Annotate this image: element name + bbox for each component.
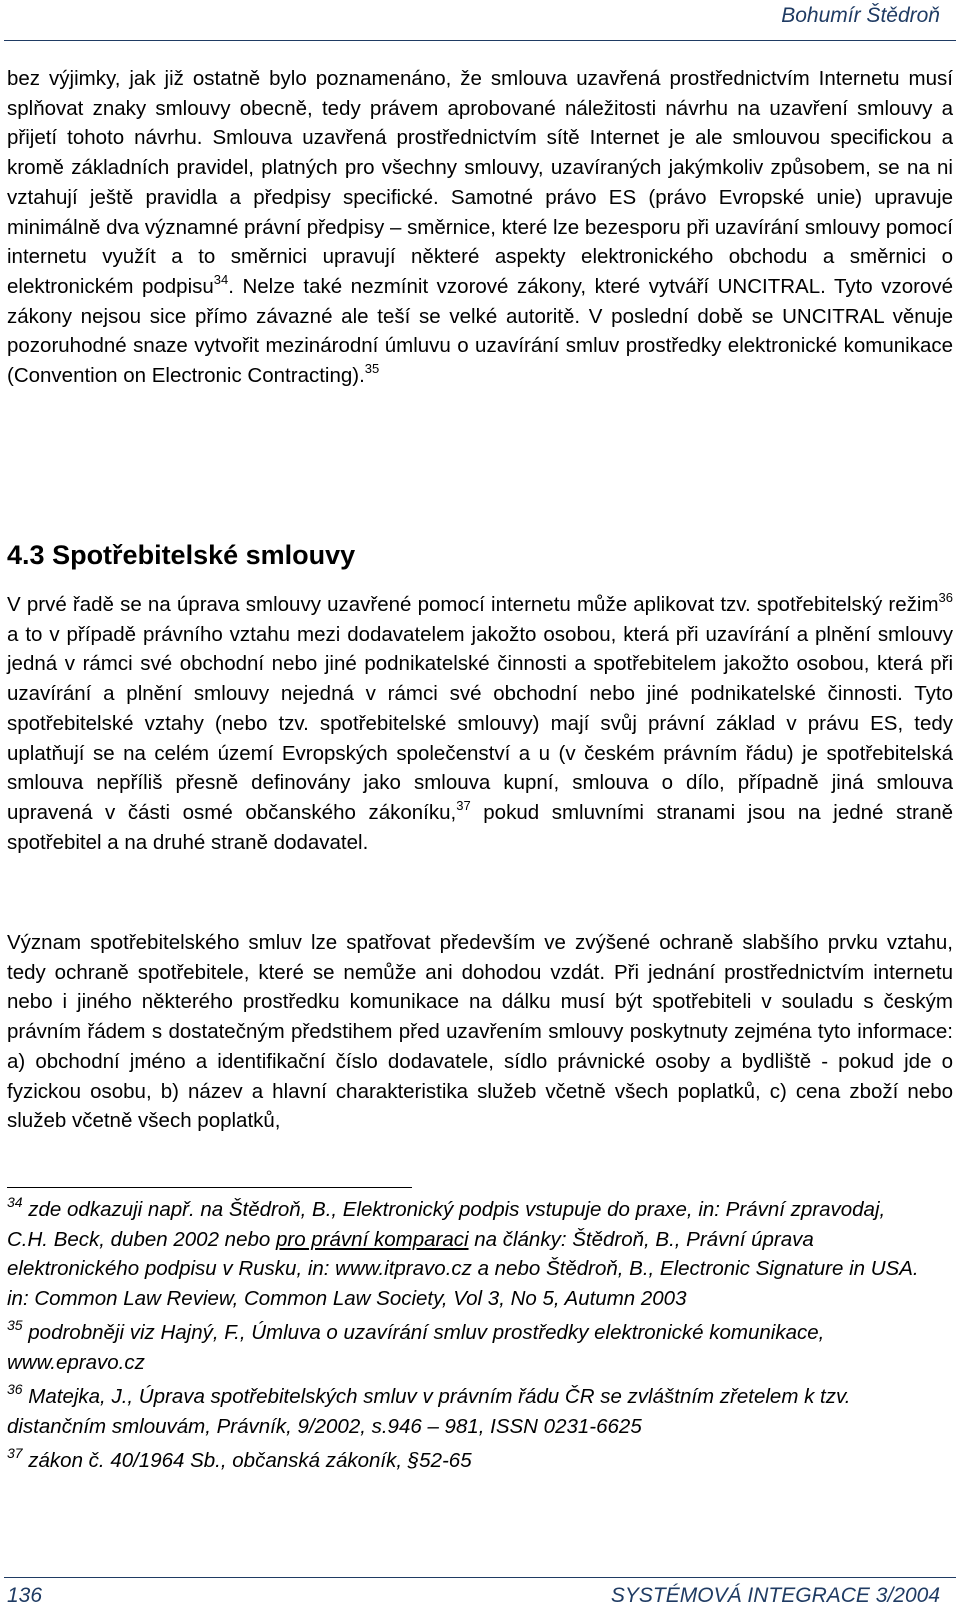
section-heading	[7, 540, 355, 571]
page-number: 136	[7, 1584, 43, 1607]
footnote-mark-35: 35	[7, 1317, 23, 1333]
footnote-36	[7, 1382, 927, 1441]
paragraph-3-text: Význam spotřebitelského smluv lze spatřovat především ve zvýšené ochraně slabšího prvku vztahu, tedy ochraně spotřebitele, které se nemůže ani dohodou vzdát. Při jednání prostřednictvím internetu nebo i jiného některého prostředku komunikace na dálku musí být spotřebiteli v souladu s českým právním řádem s dostatečným předstihem před uzavřením smlouvy poskytnuty zejména tyto informace: a) obchodní jméno a identifikační číslo dodavatele, sídlo právnické osoby a bydliště - pokud jde o fyzickou osobu, b) název a hlavní charakteristika služeb včetně všech poplatků, c) cena zboží nebo služeb včetně všech poplatků,	[7, 931, 953, 1133]
footer-rule	[4, 1577, 956, 1578]
paragraph-2-part-3: pokud smluvními stranami jsou na jedné straně spotřebitel a na druhé straně dodavatel.	[7, 800, 954, 854]
paragraph-1-part-2: . Nelze také nezmínit vzorové zákony, které vytváří UNCITRAL. Tyto vzorové zákony nejsou sice přímo závazné ale teší se velké autoritě. V poslední době se UNCITRAL věnuje pozoruhodné snaze vytvořit mezinárodní úmluvu o uzavírání smluv prostředky elektronické komunikace (Convention on Electronic Contracting).	[7, 274, 953, 388]
footnote-mark-36: 36	[7, 1381, 23, 1397]
footnote-mark-34: 34	[7, 1194, 23, 1210]
footnote-mark-37: 37	[7, 1445, 23, 1461]
footnote-37	[7, 1446, 927, 1476]
paragraph-2-part-1: V prvé řadě se na úprava smlouvy uzavřené pomocí internetu může aplikovat tzv. spotřebitelský režim	[7, 593, 939, 616]
footnote-35-text: podrobněji viz Hajný, F., Úmluva o uzavírání smluv prostředky elektronické komunikace, www.epravo.cz	[7, 1321, 825, 1374]
paragraph-1-part-1: bez výjimky, jak již ostatně bylo poznamenáno, že smlouva uzavřená prostřednictvím Internetu musí splňovat znaky smlouvy obecně, tedy právem aprobované náležitosti návrhu na uzavření smlouvy a přijetí tohoto návrhu. Smlouva uzavřená prostřednictvím sítě Internet je ale smlouvou specifickou a kromě základních pravidel, platných pro všechny smlouvy, uzavíraných jakýmkoliv způsobem, se na ni vztahují ještě pravidla a předpisy specifické. Samotné právo ES (právo Evropské unie) upravuje minimálně dva významné právní předpisy – směrnice, které lze bezesporu při uzavírání smlouvy pomocí internetu využít a to směrnici upravují některé aspekty elektronického obchodu a směrnici o elektronickém podpisu	[7, 67, 953, 298]
journal-title: SYSTÉMOVÁ INTEGRACE 3/2004	[610, 1584, 940, 1607]
footnote-36-text: Matejka, J., Úprava spotřebitelských smluv v právním řádu ČR se zvláštním zřetelem k tzv. distančním smlouvám, Právník, 9/2002, s.946 – 981, ISSN 0231-6625	[7, 1385, 851, 1438]
footnotes	[7, 1195, 927, 1481]
section-title: Spotřebitelské smlouvy	[52, 540, 356, 570]
footnote-34-link[interactable]: pro právní komparaci	[275, 1227, 469, 1251]
section-number: 4.3	[7, 540, 45, 570]
footnote-ref-34[interactable]: 34	[213, 271, 229, 287]
footnote-34-text-b: na články: Štědroň, B., Právní úprava elektronického podpisu v Rusku, in: www.itpravo.cz a nebo Štědroň, B., Electronic Signature in USA. in: Common Law Review, Common Law Society, Vol 3, No 5, Autumn 2003	[7, 1227, 919, 1310]
running-header-author: Bohumír Štědroň	[781, 4, 940, 27]
footnote-34-text-a: zde odkazuji např. na Štědroň, B., Elektronický podpis vstupuje do praxe, in: Právní zpravodaj, C.H. Beck, duben 2002 nebo	[7, 1198, 886, 1251]
paragraph-1	[7, 64, 953, 391]
footnote-ref-36[interactable]: 36	[938, 590, 953, 605]
paragraph-2-text	[7, 590, 953, 857]
footnote-34	[7, 1195, 927, 1313]
footnote-ref-37[interactable]: 37	[456, 797, 471, 813]
footnote-35	[7, 1318, 927, 1377]
paragraph-1-text	[7, 64, 953, 391]
paragraph-2-part-2: a to v případě právního vztahu mezi dodavatelem jakožto osobou, která při uzavírání a plnění smlouvy jedná v rámci své obchodní nebo jiné podnikatelské činnosti a spotřebitelem jakožto osobou, která při uzavírání a plnění smlouvy nejedná v rámci své obchodní nebo jiné podnikatelské činnosti. Tyto spotřebitelské vztahy (nebo tzv. spotřebitelské smlouvy) mají svůj právní základ v právu ES, tedy uplatňují se na celém území Evropských společenství a u (v českém právním řádu) je spotřebitelská smlouva nepříliš přesně definovány jako smlouva kupní, smlouva o dílo, případně jiná smlouva upravená v části osmé občanského zákoníku,	[7, 622, 953, 824]
paragraph-2	[7, 590, 953, 857]
header-rule	[4, 40, 956, 41]
paragraph-3	[7, 928, 953, 1136]
footnote-separator	[7, 1187, 412, 1188]
footnote-ref-35[interactable]: 35	[364, 361, 380, 377]
footnote-37-text: zákon č. 40/1964 Sb., občanská zákoník, §52-65	[22, 1449, 472, 1472]
